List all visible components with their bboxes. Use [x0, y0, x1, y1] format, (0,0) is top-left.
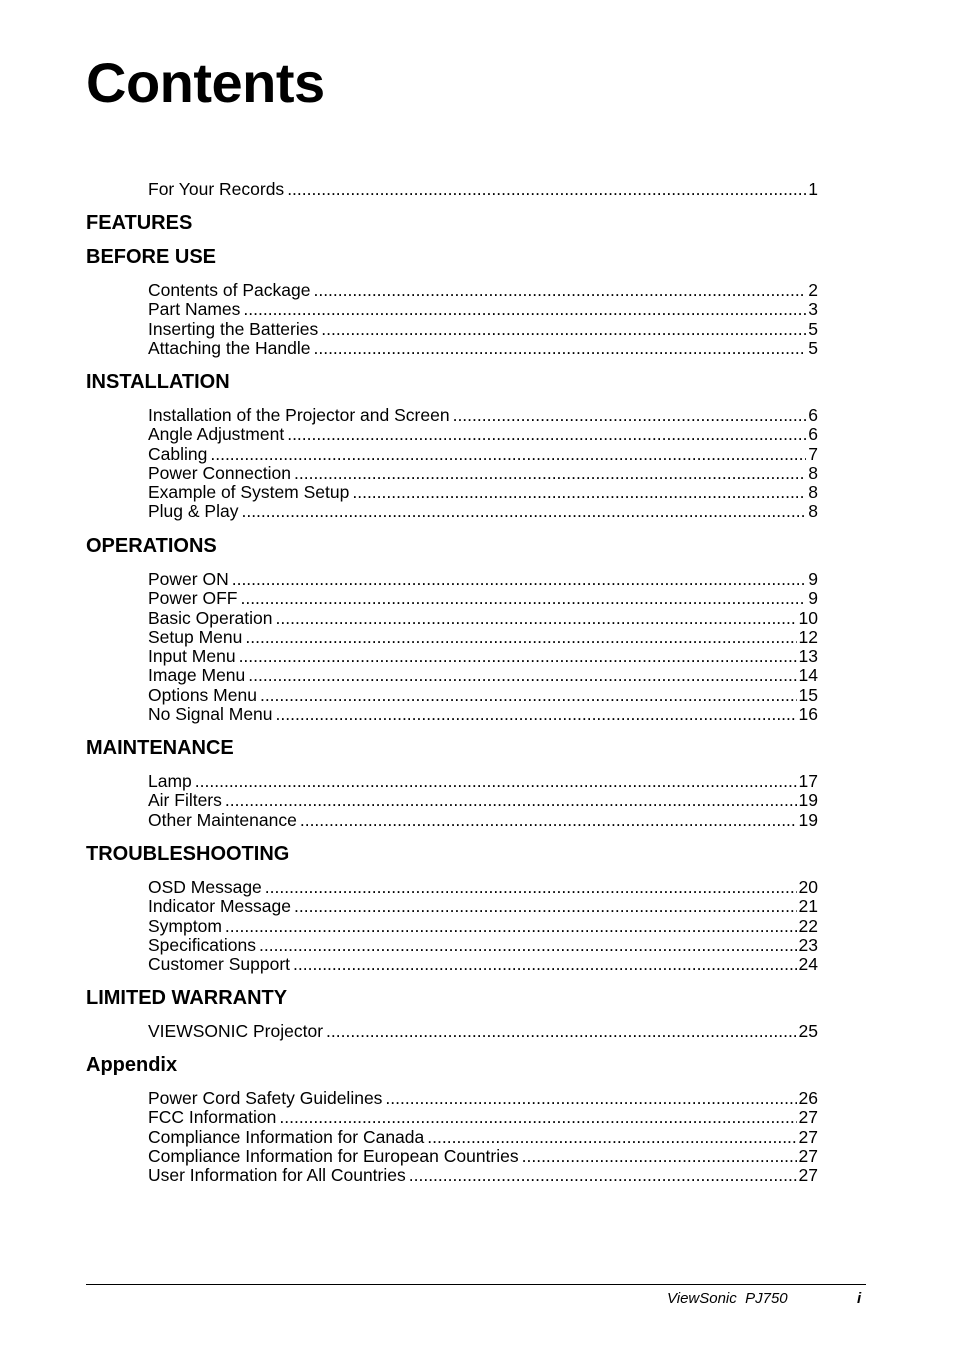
toc-entry-page: 19	[798, 809, 818, 830]
toc-entry-page: 17	[798, 771, 818, 791]
toc-entry[interactable]	[148, 897, 818, 916]
section-heading: TROUBLESHOOTING	[86, 843, 290, 865]
dot-leader	[522, 1147, 797, 1166]
dot-leader	[409, 1166, 797, 1185]
toc-entry-page: 21	[798, 896, 818, 917]
toc-entry[interactable]	[148, 483, 818, 502]
toc-entry-page: 9	[808, 588, 818, 609]
toc-entry-page: 5	[808, 337, 818, 358]
footer-divider	[86, 1284, 866, 1285]
dot-leader	[276, 609, 797, 628]
toc-entry-label: Plug & Play	[148, 501, 239, 522]
section-entries	[148, 878, 818, 974]
toc-entry-page: 15	[798, 684, 818, 705]
dot-leader	[240, 589, 806, 608]
section-entries	[148, 406, 818, 522]
toc-entry-label: Basic Operation	[148, 607, 273, 628]
toc-entry-page: 6	[808, 405, 818, 425]
toc-entry-label: No Signal Menu	[148, 704, 273, 725]
dot-leader	[225, 791, 797, 810]
toc-entry-label: Other Maintenance	[148, 809, 297, 830]
dot-leader	[232, 570, 807, 589]
toc-entry-page: 20	[798, 877, 818, 897]
toc-entry[interactable]	[148, 180, 818, 199]
dot-leader	[294, 464, 806, 483]
section-entries	[148, 281, 818, 358]
toc-entry[interactable]	[148, 878, 818, 897]
dot-leader	[313, 281, 806, 300]
dot-leader	[287, 425, 806, 444]
toc-entry-label: Contents of Package	[148, 280, 311, 300]
toc-entry[interactable]	[148, 502, 818, 521]
toc-entry[interactable]	[148, 647, 818, 666]
toc-entry-label: Setup Menu	[148, 626, 243, 647]
toc-entry-page: 26	[798, 1088, 818, 1108]
toc-entry[interactable]	[148, 406, 818, 425]
dot-leader	[241, 502, 806, 521]
toc-entry[interactable]	[148, 772, 818, 791]
section-heading: FEATURES	[86, 212, 193, 234]
toc-entry[interactable]	[148, 1166, 818, 1185]
toc-entry[interactable]	[148, 628, 818, 647]
toc-entry[interactable]	[148, 445, 818, 464]
toc-entry-label: For Your Records	[148, 179, 285, 199]
toc-entry[interactable]	[148, 1128, 818, 1147]
toc-entry[interactable]	[148, 589, 818, 608]
section-heading: LIMITED WARRANTY	[86, 987, 288, 1009]
toc-entry-page: 22	[798, 915, 818, 936]
toc-entry-label: Lamp	[148, 771, 192, 791]
toc-entry-label: Attaching the Handle	[148, 337, 311, 358]
dot-leader	[245, 628, 796, 647]
dot-leader	[287, 180, 806, 199]
section-heading: OPERATIONS	[86, 535, 217, 557]
toc-entry-page: 6	[808, 424, 818, 445]
toc-entry-page: 24	[798, 954, 818, 975]
section-entries	[148, 180, 818, 199]
toc-entry[interactable]	[148, 281, 818, 300]
toc-entry[interactable]	[148, 1108, 818, 1127]
section-heading: BEFORE USE	[86, 246, 217, 268]
toc-entry-label: Power Connection	[148, 462, 291, 483]
toc-entry-label: Power Cord Safety Guidelines	[148, 1088, 383, 1108]
dot-leader	[427, 1128, 796, 1147]
toc-entry-label: Specifications	[148, 934, 256, 955]
dot-leader	[259, 936, 797, 955]
toc-entry[interactable]	[148, 1022, 818, 1041]
footer-brand: ViewSonic PJ750	[667, 1290, 788, 1307]
dot-leader	[243, 300, 806, 319]
dot-leader	[453, 406, 807, 425]
dot-leader	[293, 955, 797, 974]
toc-entry[interactable]	[148, 464, 818, 483]
toc-entry[interactable]	[148, 955, 818, 974]
toc-entry-page: 19	[798, 790, 818, 811]
dot-leader	[248, 666, 796, 685]
toc-entry-label: Cabling	[148, 443, 208, 464]
dot-leader	[279, 1108, 796, 1127]
toc-entry-page: 23	[798, 934, 818, 955]
toc-entry[interactable]	[148, 917, 818, 936]
toc-entry-page: 10	[798, 607, 818, 628]
toc-entry-label: Options Menu	[148, 684, 257, 705]
toc-entry-page: 3	[808, 299, 818, 320]
toc-entry-label: Compliance Information for European Countries	[148, 1145, 519, 1166]
toc-entry-page: 27	[798, 1107, 818, 1128]
dot-leader	[385, 1089, 796, 1108]
toc-entry[interactable]	[148, 686, 818, 705]
dot-leader	[260, 686, 797, 705]
toc-entry[interactable]	[148, 705, 818, 724]
toc-entry[interactable]	[148, 339, 818, 358]
section-entries	[148, 772, 818, 830]
dot-leader	[276, 705, 797, 724]
toc-entry-page: 9	[808, 569, 818, 589]
toc-entry-page: 25	[798, 1021, 818, 1041]
toc-entry-label: Power ON	[148, 569, 229, 589]
dot-leader	[313, 339, 806, 358]
toc-entry-page: 8	[808, 482, 818, 503]
toc-entry-page: 1	[808, 179, 818, 199]
toc-entry-label: User Information for All Countries	[148, 1165, 406, 1186]
toc-entry-label: Compliance Information for Canada	[148, 1126, 425, 1147]
toc-entry-page: 27	[798, 1165, 818, 1186]
toc-entry-label: Customer Support	[148, 954, 291, 975]
dot-leader	[210, 445, 806, 464]
toc-entry-label: Installation of the Projector and Screen	[148, 405, 450, 425]
toc-entry-label: Part Names	[148, 299, 241, 320]
toc-entry-label: Input Menu	[148, 646, 236, 667]
toc-entry[interactable]	[148, 425, 818, 444]
toc-entry[interactable]	[148, 936, 818, 955]
dot-leader	[326, 1022, 796, 1041]
section-heading: Appendix	[86, 1054, 178, 1076]
toc-entry[interactable]	[148, 609, 818, 628]
dot-leader	[225, 917, 797, 936]
section-entries	[148, 1089, 818, 1185]
toc-entry-page: 12	[798, 626, 818, 647]
toc-entry-label: Angle Adjustment	[148, 424, 285, 445]
toc-entry[interactable]	[148, 791, 818, 810]
toc-entry[interactable]	[148, 1089, 818, 1108]
section-entries	[148, 570, 818, 724]
page-title: Contents	[86, 51, 325, 114]
toc-entry[interactable]	[148, 666, 818, 685]
dot-leader	[321, 320, 806, 339]
toc-entry[interactable]	[148, 320, 818, 339]
toc-entry-page: 27	[798, 1126, 818, 1147]
toc-entry-page: 8	[808, 462, 818, 483]
dot-leader	[352, 483, 806, 502]
toc-entry[interactable]	[148, 570, 818, 589]
toc-entry-page: 7	[808, 443, 818, 464]
toc-entry[interactable]	[148, 1147, 818, 1166]
dot-leader	[239, 647, 797, 666]
section-entries	[148, 1022, 818, 1041]
toc-entry-label: Symptom	[148, 915, 222, 936]
toc-entry-page: 2	[808, 280, 818, 300]
toc-entry[interactable]	[148, 811, 818, 830]
toc-entry-label: Indicator Message	[148, 896, 291, 917]
toc-entry[interactable]	[148, 300, 818, 319]
footer-page-number: i	[857, 1290, 862, 1307]
section-heading: INSTALLATION	[86, 371, 230, 393]
toc-entry-page: 13	[798, 646, 818, 667]
toc-entry-label: Air Filters	[148, 790, 222, 811]
toc-entry-label: Example of System Setup	[148, 482, 350, 503]
dot-leader	[300, 811, 797, 830]
toc-entry-label: Inserting the Batteries	[148, 318, 319, 339]
dot-leader	[265, 878, 797, 897]
toc-entry-label: Power OFF	[148, 588, 238, 609]
toc-entry-page: 16	[798, 704, 818, 725]
toc-entry-page: 5	[808, 318, 818, 339]
toc-entry-label: Image Menu	[148, 665, 246, 686]
section-heading: MAINTENANCE	[86, 737, 234, 759]
toc-entry-page: 14	[798, 665, 818, 686]
toc-entry-label: VIEWSONIC Projector	[148, 1021, 324, 1041]
dot-leader	[195, 772, 797, 791]
toc-entry-page: 8	[808, 501, 818, 522]
dot-leader	[294, 897, 797, 916]
toc-entry-label: FCC Information	[148, 1107, 277, 1128]
toc-entry-label: OSD Message	[148, 877, 262, 897]
toc-entry-page: 27	[798, 1145, 818, 1166]
